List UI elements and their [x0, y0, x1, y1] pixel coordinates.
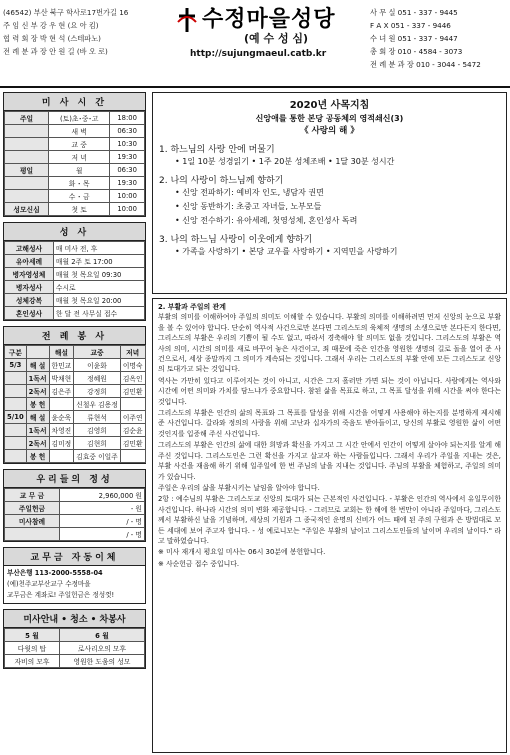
liturgy-col-header: 구분 [5, 346, 27, 359]
liturgy-col-header: 교중 [74, 346, 121, 359]
liturgy-cell: 해 설 [26, 411, 49, 424]
sacrament-row [5, 307, 145, 320]
sacrament-time: 매 미사 전, 후 [53, 242, 144, 255]
sacrament-name: 병자성사 [5, 281, 54, 294]
pastor: 주 임 신 부 강 우 현 (요 아 킴) [3, 21, 99, 30]
liturgy-head: 전 례 분 과 장 안 원 길 (바 오 로) [3, 47, 108, 56]
notice-title: 미사안내 • 청소 • 차봉사 [4, 610, 145, 628]
sacrament-row [5, 242, 145, 255]
mass-category [5, 125, 49, 138]
liturgy-cell: 김민환 [120, 385, 145, 398]
header-divider [0, 86, 510, 88]
liturgy-cell [5, 437, 27, 450]
sacrament-name: 유아세례 [5, 255, 54, 268]
mass-category [5, 138, 49, 151]
offering-row [5, 515, 145, 528]
liturgy-cell: 차영진 [49, 424, 74, 437]
offering-value: / - 명 [59, 528, 144, 541]
liturgy-cell: 5/10 [5, 411, 27, 424]
mass-name: 수 ･ 금 [49, 190, 110, 203]
notice-header [5, 629, 145, 642]
guideline-heading: 3. 나의 하느님 사랑이 이웃에게 향하기 [159, 235, 313, 245]
cross-icon [176, 8, 198, 32]
notice-cell: 자비의 모후 [5, 655, 60, 668]
notice-month: 6 월 [59, 629, 144, 642]
mass-table [4, 111, 145, 216]
liturgy-cell [49, 450, 74, 463]
liturgy-title: 전 례 봉 사 [4, 327, 145, 345]
auto-transfer [3, 547, 146, 604]
parish-logo [172, 2, 367, 64]
liturgy-cell: 류현석 [74, 411, 121, 424]
mass-row [5, 112, 145, 125]
mass-name: 새 벽 [49, 125, 110, 138]
mass-time: 06:30 [110, 125, 145, 138]
article [152, 298, 507, 753]
mass-name: (토)초･중･고 [49, 112, 110, 125]
parish-subtitle: (예 수 성 심) [244, 32, 309, 45]
liturgy-row [5, 450, 146, 463]
liturgy-cell: 김민환 [120, 437, 145, 450]
notice-cell: 다윗의 탑 [5, 642, 60, 655]
article-paragraph: ※ 사순헌금 접수 중입니다. [158, 559, 240, 568]
mass-category: 평일 [5, 164, 49, 177]
mass-time: 06:30 [110, 164, 145, 177]
sacrament-row [5, 268, 145, 281]
liturgy-phone: 전 례 분 과 장 010 - 3044 - 5472 [370, 60, 481, 69]
liturgy-cell [5, 450, 27, 463]
sacraments [3, 222, 146, 321]
guideline-heading: 1. 하느님의 사랑 안에 머물기 [159, 145, 275, 155]
mass-row [5, 190, 145, 203]
liturgy-row [5, 437, 146, 450]
sacrament-time: 한 달 전 사무실 접수 [53, 307, 144, 320]
sacrament-row [5, 255, 145, 268]
notice [3, 609, 146, 669]
liturgy-cell: 봉 헌 [26, 450, 49, 463]
guideline-bullet: • 신앙 전수하기: 유아세례, 첫영성체, 혼인성사 독려 [175, 216, 358, 225]
notice-cell: 영원한 도움의 성모 [59, 655, 144, 668]
liturgy-cell: 5/3 [5, 359, 27, 372]
liturgy-row [5, 372, 146, 385]
guidelines-title: 2020년 사목지침 [289, 100, 370, 111]
mass-category [5, 151, 49, 164]
liturgy-cell: 1독서 [26, 372, 49, 385]
notice-row [5, 655, 145, 668]
offering-title: 우리들의 정성 [4, 470, 145, 488]
liturgy-row [5, 411, 146, 424]
liturgy-table [4, 345, 146, 463]
pastoral-guidelines [152, 92, 507, 294]
sacrament-time: 매월 2주 토 17:00 [53, 255, 144, 268]
liturgy-service [3, 326, 146, 464]
liturgy-cell [5, 372, 27, 385]
liturgy-cell: 정혜원 [74, 372, 121, 385]
liturgy-cell: 이윤화 [74, 359, 121, 372]
liturgy-cell: 신철우 김용정 [74, 398, 121, 411]
liturgy-cell: 윤순욱 [49, 411, 74, 424]
liturgy-cell: 2독서 [26, 437, 49, 450]
liturgy-cell [120, 398, 145, 411]
parish-url[interactable]: http://sujungmaeul.catb.kr [190, 49, 327, 59]
offering-label [5, 528, 60, 541]
sacrament-name: 병자영성체 [5, 268, 54, 281]
notice-row [5, 642, 145, 655]
article-paragraph: 주일은 우리의 삶을 부활시키는 날임을 알아야 합니다. [158, 483, 320, 492]
mass-name: 화 ･ 목 [49, 177, 110, 190]
liturgy-cell [120, 450, 145, 463]
liturgy-cell [5, 385, 27, 398]
sacrament-name: 혼인성사 [5, 307, 54, 320]
mass-row [5, 177, 145, 190]
fax: F A X 051 - 337 - 9446 [370, 21, 451, 30]
mass-category [5, 190, 49, 203]
liturgy-row [5, 385, 146, 398]
mass-name: 교 중 [49, 138, 110, 151]
article-paragraph: ※ 미사 재개시 평요일 미사는 06시 30분에 봉헌합니다. [158, 548, 326, 557]
article-paragraph: 그리스도의 부활은 인간의 삶의 목표와 그 목표를 달성을 위해 시간을 어떻게 사용해야 하는지를 분명하게 제시해 준 사건입니다. 갈라와 정의의 사랑을 위해 고난과 십자가의 죽음도 받아들이고, 당신의 부활로 영원한 삶이 어떤 것인지를 입증해 주신 사건입니다. [158, 409, 501, 438]
mass-name: 첫 토 [49, 203, 110, 216]
guideline-bullet: • 1일 10분 성경읽기 • 1주 20분 성체조배 • 1달 30분 성시간 [175, 157, 395, 166]
mass-time: 19:30 [110, 151, 145, 164]
liturgy-row [5, 359, 146, 372]
president-phone: 총 회 장 010 - 4584 - 3073 [370, 47, 463, 56]
mass-row [5, 151, 145, 164]
guideline-bullet: • 신앙 동반하기: 초중고 자녀들, 노부모들 [175, 202, 322, 211]
mass-time: 10:30 [110, 138, 145, 151]
mass-name: 월 [49, 164, 110, 177]
council-president: 협 력 회 장 박 현 석 (스테파노) [3, 34, 101, 43]
liturgy-cell: 김은주 [49, 385, 74, 398]
left-column [3, 92, 146, 669]
liturgy-cell: 김미정 [49, 437, 74, 450]
notice-cell: 로사리오의 모후 [59, 642, 144, 655]
article-body [158, 312, 501, 569]
offering-row [5, 502, 145, 515]
mass-title: 미 사 시 간 [4, 93, 145, 111]
transfer-note: 교무금은 계좌로! 주일헌금은 정성껏! [7, 591, 115, 599]
article-paragraph: 2항 : 예수님의 부활은 그리스도교 신앙의 토대가 되는 근본적인 사건입니다. - 부활은 인간의 역사에서 유일무이한 사건입니다. 하나라 시간의 의미 변화 제공합니다. - 그러므로 교회는 한 해에 한 번만이 아니라 주일마다, 그리스도께서 부활하신 날을 기념하며, 세상의 기원과 그 종국적인 운명의 신비가 어느 때에 된 주의 구원과 은 방법대로 모든 세대에 보여 주고자 합니다. - 성 예로니모는 "주일은 부활의 날이고 그리스도인들의 날이며 우리의 날이다." 라고 말하였습니다. [158, 495, 501, 545]
liturgy-col-header: 저녁 [120, 346, 145, 359]
offering-row [5, 528, 145, 541]
article-paragraph: 그리스도의 부활은 인간의 삶에 대한 희망과 확신을 가지고 그 시간 안에서 인간이 어떻게 살아야 되는지를 알게 해 주신 것입니다. 그리스도인은 그런 확신을 가지고 살고자 하는 사람들입니다. 그래서 우리가 주일을 지내는 것은, 부활 사건을 재음해 하기 위해 일주일에 한 번 주님의 날을 지내는 것입니다. 주님의 부활을 체험하고, 주일의 의미가 있습니다. [158, 441, 501, 481]
liturgy-cell [5, 424, 27, 437]
offering-value: / - 명 [59, 515, 144, 528]
guidelines-subtitle: 신앙애를 통한 본당 공동체의 영적쇄신(3) [255, 114, 404, 123]
sacrament-time: 매월 첫 목요일 09:30 [53, 268, 144, 281]
offering-row [5, 489, 145, 502]
sacrament-row [5, 294, 145, 307]
mass-time: 10:00 [110, 203, 145, 216]
office-phone: 사 무 실 051 - 337 - 9445 [370, 8, 458, 17]
liturgy-row [5, 424, 146, 437]
guideline-bullet: • 신앙 전파하기: 예비자 인도, 냉담자 권면 [175, 188, 324, 197]
article-heading: 2. 부활과 주일의 관계 [158, 303, 226, 311]
mass-row [5, 138, 145, 151]
header-right [370, 6, 508, 71]
liturgy-cell: 박채현 [49, 372, 74, 385]
offering [3, 469, 146, 542]
header-left [3, 6, 163, 58]
liturgy-cell: 2독서 [26, 385, 49, 398]
mass-category: 주일 [5, 112, 49, 125]
liturgy-cell: 해 설 [26, 359, 49, 372]
mass-time: 10:00 [110, 190, 145, 203]
liturgy-cell: 김영희 [74, 424, 121, 437]
mass-row [5, 125, 145, 138]
convent-phone: 수 녀 원 051 - 337 - 9447 [370, 34, 458, 43]
liturgy-cell: 한민교 [49, 359, 74, 372]
liturgy-cell: 김옥인 [120, 372, 145, 385]
guideline-bullet: • 가족을 사랑하기 • 본당 교우를 사랑하기 • 지역민을 사랑하기 [175, 247, 398, 256]
offering-value: - 원 [59, 502, 144, 515]
guidelines-theme: 《 사랑의 해 》 [300, 126, 359, 136]
sacrament-name: 성체강복 [5, 294, 54, 307]
liturgy-cell: 이명숙 [120, 359, 145, 372]
liturgy-cell: 김현희 [74, 437, 121, 450]
liturgy-cell [5, 398, 27, 411]
liturgy-row [5, 398, 146, 411]
sacrament-time: 매월 첫 목요일 20:00 [53, 294, 144, 307]
sacrament-time: 수시로 [53, 281, 144, 294]
mass-row [5, 164, 145, 177]
article-paragraph: 역사는 가만히 있다고 이루어지는 것이 아니고, 시간은 그저 흘러만 가면 되는 것이 아닙니다. 사람에게는 역사와 시간에 어떤 의미와 가치를 담느냐가 중요합니다. 참된 삶을 목표로 하고, 그 목표 달성을 위해 시간을 써야 한다는 것입니다. [158, 376, 501, 406]
mass-category [5, 177, 49, 190]
liturgy-cell [49, 398, 74, 411]
liturgy-cell: 이주연 [120, 411, 145, 424]
liturgy-cell: 1독서 [26, 424, 49, 437]
notice-month: 5 월 [5, 629, 60, 642]
liturgy-cell: 김순윤 [120, 424, 145, 437]
bank-account: 부산은행 113-2000-5558-04 [7, 569, 103, 577]
offering-value: 2,960,000 원 [59, 489, 144, 502]
guidelines-items [159, 142, 500, 259]
right-column [152, 92, 507, 294]
guideline-heading: 2. 나의 사랑이 하느님께 향하기 [159, 176, 284, 186]
liturgy-cell: 강정희 [74, 385, 121, 398]
transfer-title: 교무금 자동이체 [4, 548, 145, 566]
mass-name: 저 녁 [49, 151, 110, 164]
parish-name: 수정마을성당 [202, 7, 336, 32]
mass-times [3, 92, 146, 217]
offering-label: 미사참례 [5, 515, 60, 528]
liturgy-cell: 김효중 이일주 [74, 450, 121, 463]
mass-time: 19:30 [110, 177, 145, 190]
account-holder: (예)천주교부산교구 수정마을 [7, 580, 91, 588]
mass-time: 18:00 [110, 112, 145, 125]
offering-table [4, 488, 145, 541]
offering-label: 교 무 금 [5, 489, 60, 502]
offering-label: 주일헌금 [5, 502, 60, 515]
sacrament-table [4, 241, 145, 320]
liturgy-col-header [26, 346, 49, 359]
article-paragraph: 부활의 의미를 이해하여야 주일의 의미도 이해할 수 있습니다. 부활의 의미를 이해하려면 먼저 신앙의 눈으로 부활을 볼 수 있어야 합니다. 단순히 역사적 사건으로만 본다면 그리스도의 육체적 생명의 소생으로만 본다든지 한다면, 그리스도의 부활은 우리의 기쁨이 될 수도 없고, 따라서 경축해야 할 의미도 없을 것입니다. 그리스도의 부활은 역사의 의미, 시간의 의미를 새로 바꾸어 놓은 사건이고, 죄 때문에 죽은 인간을 영원한 생명의 길로 돌을 열어 준 사건으로서, 세상 종말까지 그 의미가 계속되는 것입니다. 그래서 우리는 그리스도의 부활 안에 모든 그리스도교 신앙의 토대가고 되는 것입니다. [158, 313, 501, 374]
notice-table [4, 628, 145, 668]
sacrament-name: 고해성사 [5, 242, 54, 255]
address: (46542) 부산 북구 학사로17번가길 16 [3, 8, 129, 17]
liturgy-col-header: 해설 [49, 346, 74, 359]
sacrament-row [5, 281, 145, 294]
liturgy-header [5, 346, 146, 359]
liturgy-cell: 봉 헌 [26, 398, 49, 411]
mass-category: 성모신심 [5, 203, 49, 216]
sacrament-title: 성 사 [4, 223, 145, 241]
mass-row [5, 203, 145, 216]
